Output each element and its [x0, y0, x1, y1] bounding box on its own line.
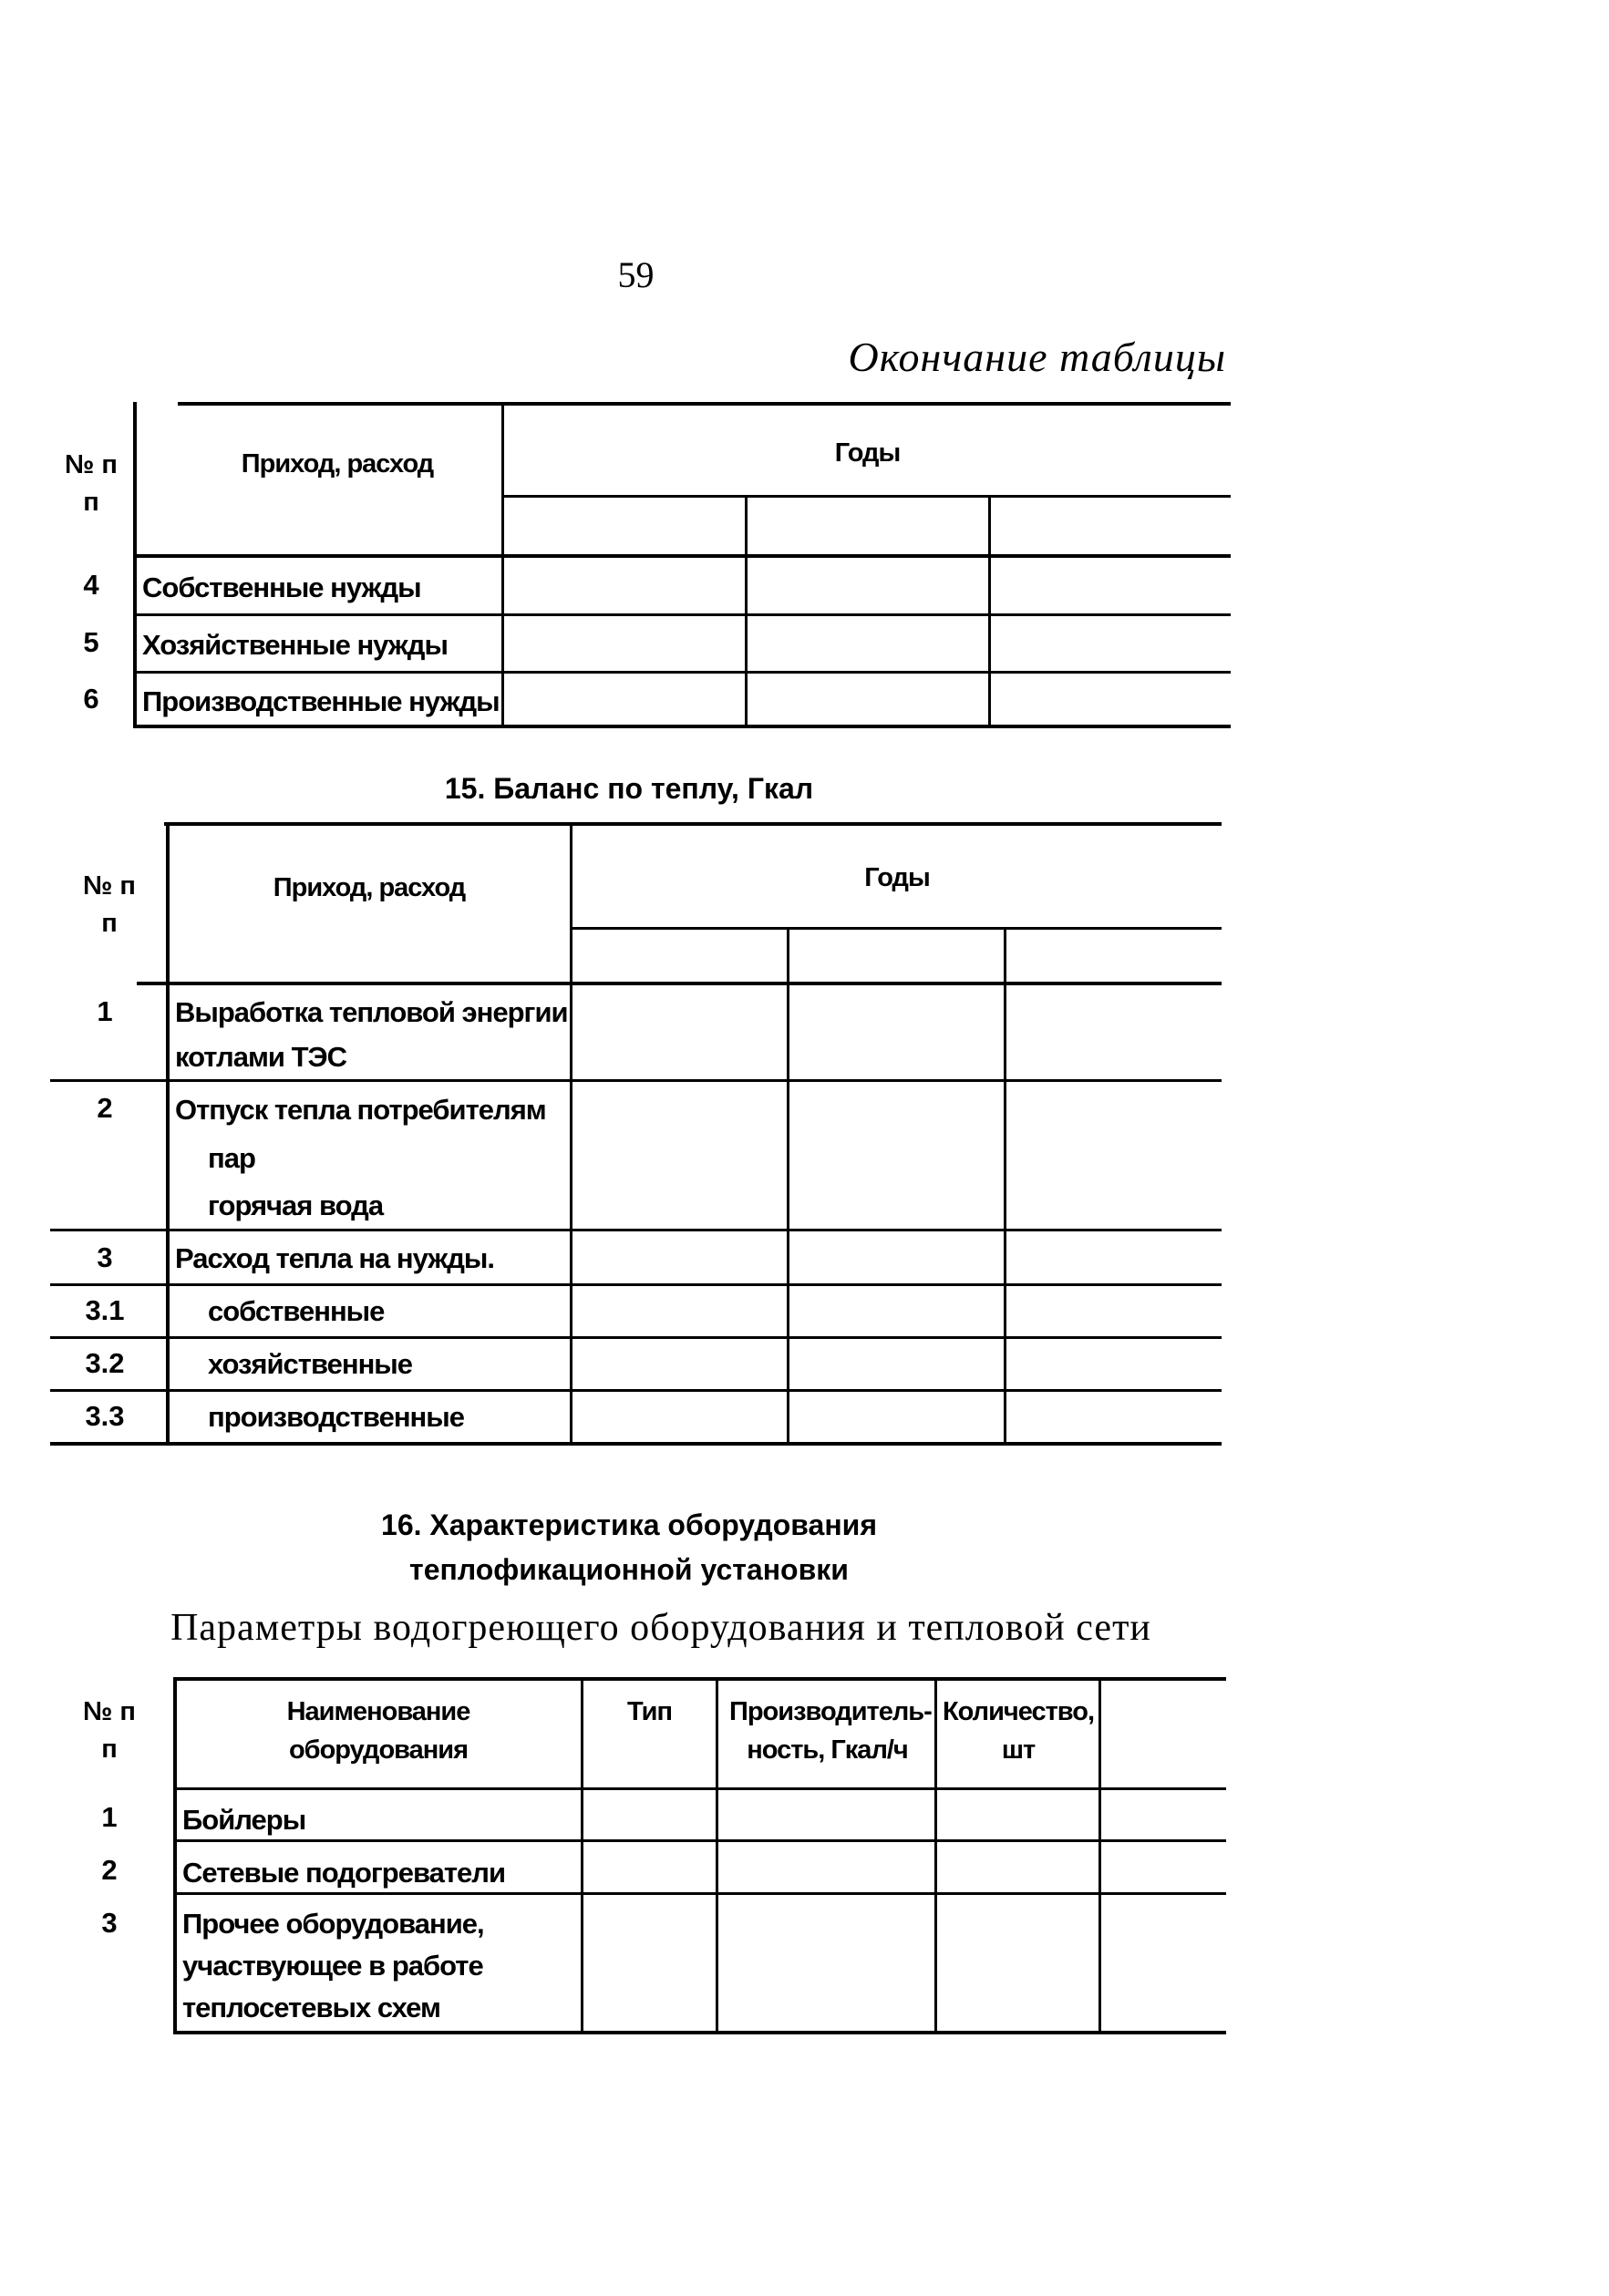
- table1-col-divider: [988, 495, 991, 728]
- table3-row-label: участвующее в работе: [182, 1950, 483, 1982]
- table3-title-line1: 16. Характеристика оборудования: [381, 1508, 877, 1541]
- table3-row-rule: [173, 1839, 1226, 1842]
- table2-bottom-rule: [50, 1442, 1222, 1446]
- table3-capacity-header: Производитель- ность, Гкал/ч: [729, 1697, 932, 1766]
- table3-col-divider: [716, 1677, 718, 2034]
- table2-col-divider: [787, 927, 789, 1446]
- table3-title-line2: теплофикационной установки: [409, 1553, 849, 1586]
- table3-row-label: Сетевые подогреватели: [182, 1857, 506, 1889]
- table2-years-rule: [570, 927, 1222, 930]
- table2-row-label: Расход тепла на нужды.: [175, 1242, 494, 1274]
- table2-header-rule: [137, 982, 1222, 985]
- table3-col-divider: [934, 1677, 937, 2034]
- table2-row-label: Выработка тепловой энергии: [175, 996, 568, 1028]
- table2-item-header: Приход, расход: [273, 873, 466, 902]
- table3-name-header: Наименование оборудования: [286, 1697, 470, 1766]
- table-continuation-label: Окончание таблицы: [848, 334, 1226, 380]
- table2-row-sublabel: хозяйственные: [208, 1348, 413, 1380]
- table1-row-num: 5: [83, 626, 99, 658]
- table2-row-rule: [50, 1336, 1222, 1339]
- table2-row-num: 1: [97, 995, 113, 1027]
- table2-row-num: 3: [97, 1241, 113, 1273]
- table1-item-header: Приход, расход: [241, 449, 434, 479]
- table2-col-divider: [1004, 927, 1006, 1446]
- table3-subtitle: Параметры водогреющего оборудования и тепловой сети: [170, 1607, 1151, 1649]
- table3-bottom-rule: [173, 2031, 1226, 2034]
- table3-count-header: Количество, шт: [942, 1697, 1095, 1766]
- table2-row-num: 3.3: [85, 1400, 125, 1432]
- table1-years-rule: [501, 495, 1231, 498]
- table2-years-header: Годы: [864, 863, 930, 892]
- table3-col-divider: [1098, 1677, 1101, 2034]
- table3-row-num: 2: [101, 1854, 118, 1886]
- table2-col-divider: [570, 822, 572, 1446]
- table3-header-rule: [173, 1787, 1226, 1790]
- table2-num-header: № п п: [83, 871, 136, 938]
- table1-row-num: 6: [83, 683, 99, 715]
- table1-header-rule: [137, 554, 1231, 558]
- table2-row-rule: [50, 1229, 1222, 1231]
- table1-row-label: Собственные нужды: [142, 571, 421, 603]
- table2-row-num: 3.2: [85, 1347, 125, 1379]
- table1-row-rule: [137, 671, 1231, 674]
- table3-num-divider: [173, 1677, 177, 2034]
- table1-row-label: Хозяйственные нужды: [142, 629, 448, 661]
- table2-row-label: котлами ТЭС: [175, 1041, 346, 1073]
- table2-row-sublabel: пар: [208, 1142, 255, 1174]
- table1-top-rule: [178, 402, 1231, 406]
- table1-bottom-rule: [137, 725, 1231, 728]
- table2-row-num: 2: [97, 1092, 113, 1124]
- table3-row-num: 1: [101, 1801, 118, 1833]
- table2-row-sublabel: горячая вода: [208, 1189, 384, 1221]
- table2-top-rule: [164, 822, 1222, 826]
- table2-row-label: Отпуск тепла потребителям: [175, 1094, 546, 1126]
- table2-row-rule: [50, 1389, 1222, 1392]
- table1-num-header: № п п: [65, 450, 118, 517]
- table1-row-label: Производственные нужды: [142, 685, 500, 717]
- table1-row-rule: [137, 613, 1231, 616]
- table3-row-label: Прочее оборудование,: [182, 1908, 484, 1940]
- table2-row-rule: [50, 1283, 1222, 1286]
- table1-num-divider: [133, 402, 137, 728]
- table3-top-rule: [173, 1677, 1226, 1681]
- page-number: 59: [617, 254, 655, 295]
- table1-years-header: Годы: [834, 438, 901, 468]
- table3-num-header: № п п: [83, 1697, 136, 1764]
- table2-row-sublabel: производственные: [208, 1401, 464, 1433]
- table3-row-label: теплосетевых схем: [182, 1992, 440, 2023]
- table1-row-num: 4: [83, 569, 99, 601]
- table2-title: 15. Баланс по теплу, Гкал: [444, 772, 814, 805]
- table2-row-num: 3.1: [85, 1294, 125, 1326]
- table3-row-num: 3: [101, 1907, 118, 1939]
- table3-row-label: Бойлеры: [182, 1804, 306, 1836]
- table3-type-header: Тип: [627, 1697, 672, 1726]
- table2-row-sublabel: собственные: [208, 1295, 385, 1327]
- table1-col-divider: [745, 495, 748, 728]
- table2-num-divider: [166, 822, 170, 1446]
